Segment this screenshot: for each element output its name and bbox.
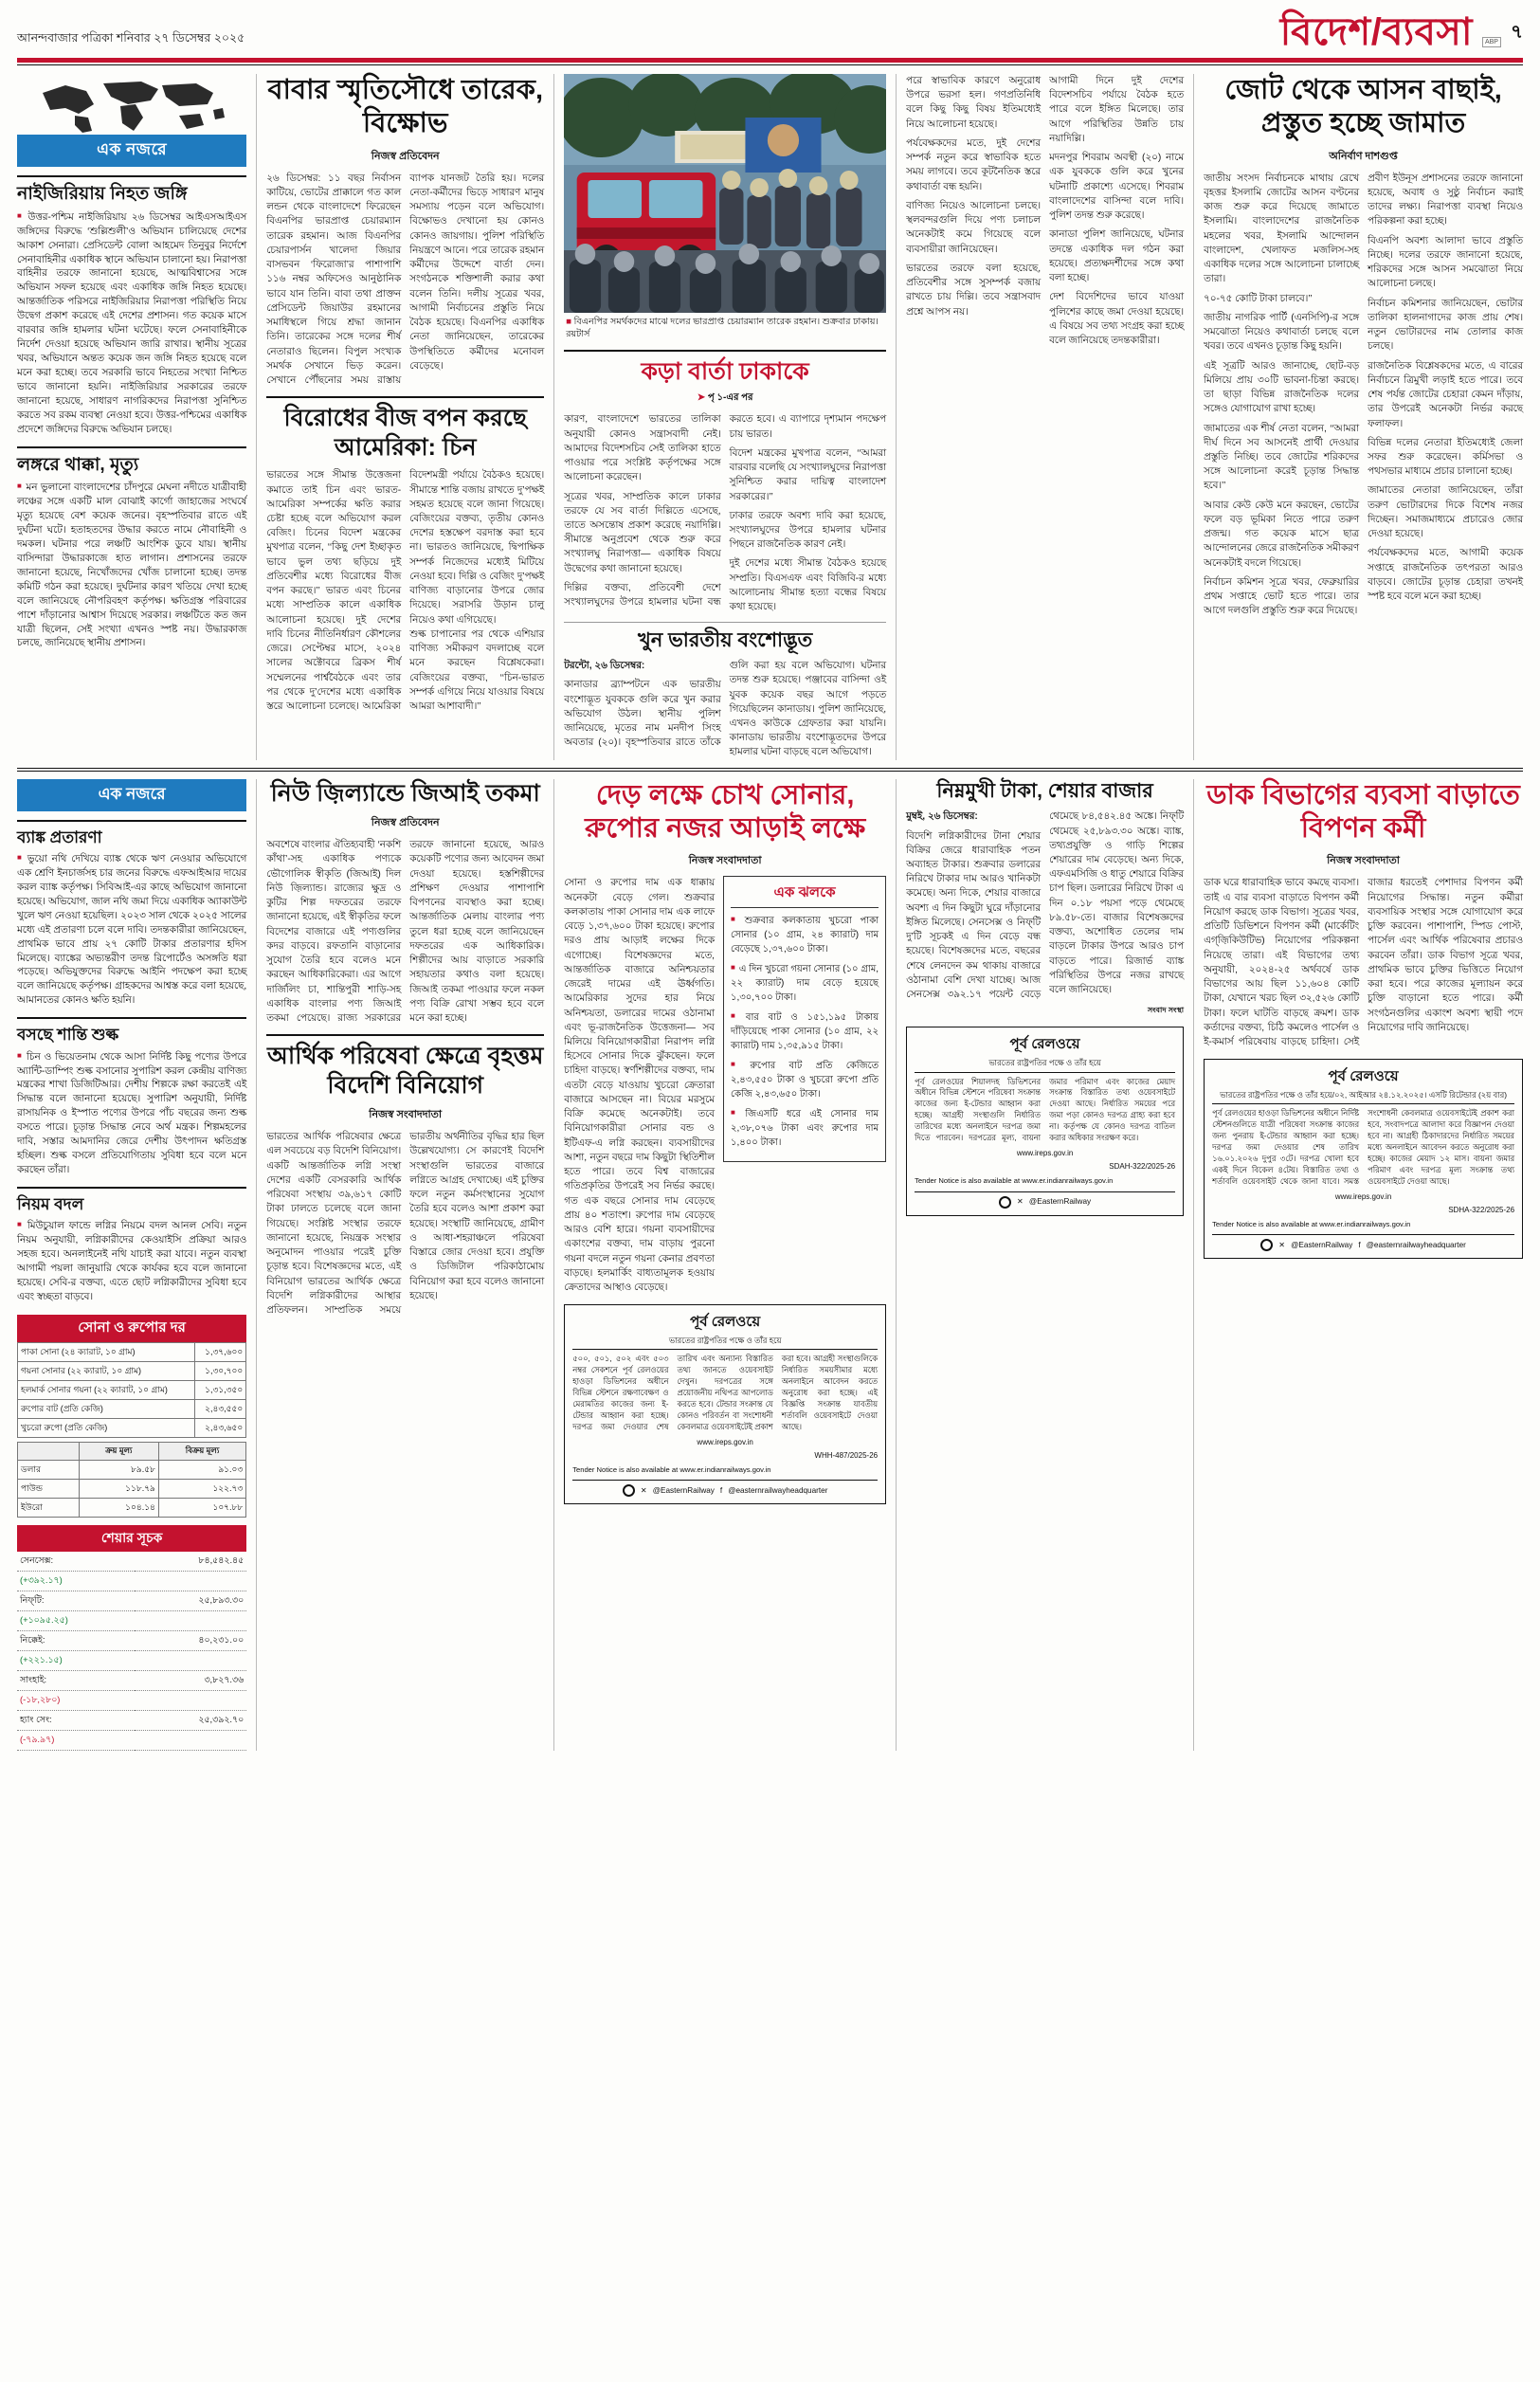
table-row: [18, 1479, 246, 1498]
table-row: [17, 1630, 246, 1650]
gold-silver-rate-box: [17, 1315, 246, 1518]
nz-byline: নিজস্ব প্রতিবেদন: [371, 817, 440, 829]
ad-notice: Tender Notice is also available at www.er.indianrailways.gov.in: [1212, 1219, 1411, 1228]
table-row: [17, 1650, 246, 1670]
fx-currency: ইউরো: [18, 1498, 80, 1517]
table-row: [18, 1380, 246, 1399]
kora-body: [564, 412, 886, 614]
kora-para: কারণ, বাংলাদেশে ভারতের তালিকা অনুযায়ী কোনও সন্ত্রাসবাদী নেই। আমাদের বিদেশসচিব সেই তালিকা হাতে পাওয়ার পরে সংশ্লিষ্ট কর্তৃপক্ষের সঙ্গে আলোচনা করেছেন।: [564, 414, 721, 483]
index-delta: (+১০৯৫.২৫): [17, 1610, 135, 1630]
table-row: [18, 1460, 246, 1479]
column-divider: [1193, 74, 1194, 760]
kora-jump-text: পৃ ১-এর পর: [707, 392, 753, 404]
glance-item-text: ■ চিন ও ভিয়েতনাম থেকে আসা নির্দিষ্ট কিছু পণ্যের উপরে অ্যান্টি-ডাম্পিং শুল্ক বসানোর সুপারিশ করল কেন্দ্রীয় বাণিজ্য মন্ত্রকের শাখা ডিজিটিআর। দেশীয় শিল্পকে রক্ষা করতেই এই সিদ্ধান্ত বলে জানানো হয়েছে। সুপারিশ অনুযায়ী, নির্দিষ্ট রাসায়নিক ও ইস্পাত পণ্যের উপরে পাঁচ বছরের জন্য শুল্ক বসতে পারে। চূড়ান্ত সিদ্ধান্ত নেবে অর্থ মন্ত্রক। শিল্পমহলের দাবি, সস্তার আমদানির জেরে দেশীয় উৎপাদন ক্ষতিগ্রস্ত হচ্ছিল। শুল্ক বসলে প্রতিযোগিতায় সুবিধা হবে বলে মনে করছেন তাঁরা।: [17, 1050, 246, 1178]
column-divider: [256, 74, 257, 760]
table-row: [18, 1361, 246, 1380]
dak-body: ডাক ঘরে ধারাবাহিক ভাবে কমছে ব্যবসা। তাই এ বার ব্যবসা বাড়াতে বিপণন কর্মী নিয়োগ করছে ডাক বিভাগ। সূত্রের খবর, প্রতিটি ডিভিশনে বিপণন কর্মী (মার্কেটিং এগ্‌জ়িকিউটিভ) নিয়োগের পরিকল্পনা নিয়েছে তারা। এই বিভাগের তথ্য অনুযায়ী, ২০২৪-২৫ অর্থবর্ষে ডাক বিভাগের আয় ছিল ১১,৬০৪ কোটি টাকা, যেখানে খরচ ছিল ৩২,৫২৬ কোটি টাকা। ফলে ঘাটতি বাড়ছে ক্রমশ। ডাক কর্তাদের বক্তব্য, চিঠি কমলেও পার্সেল ও ই-কমার্স পরিষেবায় বাড়ছে চাহিদা। সেই বাজার ধরতেই পেশাদার বিপণন কর্মী নিয়োগের সিদ্ধান্ত। নতুন কর্মীরা ব্যবসায়িক সংস্থার সঙ্গে যোগাযোগ করে চুক্তি করবেন। পাশাপাশি, স্পিড পোস্ট, পার্সেল এবং আর্থিক পরিষেবার প্রচারও করবেন তাঁরা। ডাক বিভাগ সূত্রে খবর, প্রাথমিক ভাবে চুক্তির ভিত্তিতে নিয়োগ করা হবে। পরে কাজের মূল্যায়ন করে চুক্তি বাড়ানো হতে পারে। কর্মী সংগঠনগুলির একাংশ অবশ্য স্থায়ী পদে নিয়োগের দাবি জানিয়েছে।: [1204, 878, 1524, 1047]
index-value: ৪০,২৩১.০০: [135, 1630, 246, 1650]
table-row: [17, 1690, 246, 1710]
jote-para: জাতীয় নাগরিক পার্টি (এনসিপি)-র সঙ্গে সমঝোতা নিয়েও কথাবার্তা চলছে বলে খবর। তবে এখনও চূড়ান্ত কিছু হয়নি।: [1204, 312, 1360, 353]
kora-para: সূত্রের খবর, সাম্প্রতিক কালে ঢাকার তরফে যে সব বার্তা দিল্লিতে এসেছে, তাতে অসন্তোষ প্রকাশ করেছে নয়াদিল্লি। সীমান্তে অনুপ্রবেশ থেকে শুরু করে সংখ্যালঘু নিরাপত্তা— একাধিক বিষয়ে উদ্বেগের কথা জানানো হয়েছে।: [564, 491, 721, 574]
table-row: [18, 1342, 246, 1361]
kora-para: আগামী দিনে দুই দেশের বিদেশসচিব পর্যায়ে বৈঠক হতে পারে বলে ইঙ্গিত মিলেছে। তার আগে পরিস্থিতির উন্নতি চায় নয়াদিল্লি।: [1049, 76, 1185, 144]
table-row: [18, 1498, 246, 1517]
gold-story-column: [564, 779, 886, 1751]
section-divider-2: [17, 771, 1523, 772]
index-label: সাংহাই:: [17, 1670, 135, 1690]
gold-glance-box: [723, 876, 886, 1162]
fx-currency: ডলার: [18, 1460, 80, 1479]
index-delta: (+২২১.১৫): [17, 1650, 135, 1670]
jote-byline: অনির্বাণ দাশগুপ্ত: [1329, 150, 1398, 162]
ad-website: www.ireps.gov.in: [1016, 1149, 1074, 1158]
table-row: [18, 1418, 246, 1437]
railway-ad-1: [564, 1304, 886, 1504]
taka-body: [906, 809, 1184, 1002]
taka-headline: নিম্নমুখী টাকা, শেয়ার বাজার: [936, 779, 1153, 802]
ad-handle: @EasternRailway: [652, 1486, 715, 1496]
ad-code: SDHA-322/2025-26: [1448, 1206, 1515, 1215]
divider: [266, 1034, 544, 1036]
kora-para: পর্যবেক্ষকদের মতে, দুই দেশের সম্পর্ক নতুন করে স্বাভাবিক হতে সময় লাগবে। তবে কূটনৈতিক স্তরে কথাবার্তা বন্ধ হয়নি।: [906, 137, 1042, 192]
kora-para: পরে স্বাভাবিক কারণে অনুরোধ উপরে ভরসা হল। গণপ্রতিনিধি বলে কিছু কিছু বিষয় ইতিমধ্যেই নিয়ে আলোচনা হয়েছে।: [906, 76, 1042, 130]
ad-notice: Tender Notice is also available at www.er.indianrailways.gov.in: [572, 1464, 771, 1474]
index-delta: (-১৮,২৮০): [17, 1690, 135, 1710]
ad-code: WHH-487/2025-26: [814, 1451, 879, 1461]
jote-para: ৭০-৭৫ কোটি টাকা চালবে।’’: [1204, 293, 1313, 304]
jote-para: বিভিন্ন দলের নেতারা ইতিমধ্যেই জেলা সফর শুরু করেছেন। কর্মিসভা ও পথসভার মাধ্যমে প্রচার চালানো হচ্ছে।: [1368, 437, 1524, 478]
glance-header-top: এক নজরে: [17, 135, 246, 167]
photo-and-kora-column: [564, 74, 886, 760]
finance-byline: নিজস্ব সংবাদদাতা: [369, 1109, 443, 1121]
tarek-headline: বাবার স্মৃতিসৌধে তারেক, বিক্ষোভ: [267, 75, 544, 139]
table-header-row: [18, 1442, 246, 1460]
share-index-title: শেয়ার সূচক: [17, 1525, 246, 1552]
taka-text: বিদেশি লগ্নিকারীদের টানা শেয়ার বিক্রির জেরে ধারাবাহিক পতন অব্যাহত টাকার। শুক্রবার ডলারের নিরিখে টাকার দাম আরও খানিকটা কমেছে। অন্য দিকে, শেয়ার বাজারে অবশ্য এ দিন কিছুটা ঘুরে দাঁড়ানোর ইঙ্গিত মিলেছে। সেনসেক্স ও নিফ্‌টি দু’টি সূচকই এ দিন বেড়ে বন্ধ হয়েছে। বিশেষজ্ঞদের মতে, বছরের শেষে লেনদেন কম থাকায় বাজারে ওঠানামা বেশি দেখা যাচ্ছে। আজ সেনসেক্স ৩৯২.১৭ পয়েন্ট বেড়ে থেমেছে ৮৪,৫৪২.৪৫ অঙ্কে। নিফ্‌টি থেমেছে ২৫,৮৯৩.৩০ অঙ্কে। ব্যাঙ্ক, তথ্যপ্রযুক্তি ও গাড়ি শিল্পের শেয়ারের দাম বেড়েছে। অন্য দিকে, এফএমসিজি ও ধাতু শেয়ারে বিক্রির চাপ ছিল। ডলারের নিরিখে টাকা এ দিন ০.১৮ পয়সা পড়ে থেমেছে ৮৯.৫৮-তে। বাজার বিশেষজ্ঞদের বক্তব্য, অশোধিত তেলের দাম বাড়লে টাকার উপরে আরও চাপ বাড়তে পারে। রিজার্ভ ব্যাঙ্ক পরিস্থিতির উপরে নজর রাখছে বলে জানিয়েছে।: [906, 811, 1185, 1001]
section-title: বিদেশ/ব্যবসা: [1279, 11, 1473, 53]
ad-handle: @EasternRailway: [1028, 1197, 1092, 1207]
gold-byline: নিজস্ব সংবাদদাতা: [688, 855, 762, 867]
khun-headline: খুন ভারতীয় বংশোদ্ভূত: [637, 629, 813, 652]
taka-dateline: মুম্বই, ২৬ ডিসেম্বর:: [906, 811, 978, 823]
jote-para: বিএনপি অবশ্য আলাদা ভাবে প্রস্তুতি নিচ্ছে। দলের তরফে জানানো হয়েছে, শরিকদের সঙ্গে আসন সমঝোতা নিয়ে আলোচনা চলছে।: [1368, 235, 1524, 290]
kora-para: ভারতের তরফে বলা হয়েছে, প্রতিবেশীর সঙ্গে সুসম্পর্ক বজায় রাখতে চায় দিল্লি। তবে সন্ত্রাসবাদ প্রশ্নে আপস নয়।: [906, 263, 1042, 318]
fx-buy: ৮৯.৫৮: [79, 1460, 158, 1479]
x-icon: ✕: [1278, 1241, 1286, 1250]
tarek-body: ২৬ ডিসেম্বর: ১১ বছর নির্বাসন কাটিয়ে, ভোটের প্রাক্কালে গত কাল লন্ডন থেকে বাংলাদেশে ফিরেছেন বিএনপির ভারপ্রাপ্ত চেয়ারম্যান তারেক রহমান। আজ বিএনপির চেয়ারপার্সন খালেদা জিয়ার বাসভবন ‘ফিরোজা’র পাশাপাশি ১১৬ নম্বর অফিসেও আনুষ্ঠানিক ভাবে যান তিনি। বাবা তথা প্রাক্তন প্রেসিডেন্ট জিয়াউর রহমানের সমাধিস্থলে গিয়ে শ্রদ্ধা জানান তিনি। তারেকের সঙ্গে দলের শীর্ষ নেতারাও ছিলেন। বিপুল সংখ্যক সমর্থক সেখানে ভিড় করেন। সেখানে পৌঁছনোর সময় রাস্তায় ব্যাপক যানজট তৈরি হয়। দলের নেতা-কর্মীদের ভিড়ে সাধারণ মানুষ সমস্যায় পড়েন বলে অভিযোগ। বিক্ষোভও দেখানো হয় কোনও কোনও জায়গায়। পুলিশ পরিস্থিতি নিয়ন্ত্রণে আনে। পরে তারেক রহমান কর্মীদের উদ্দেশে বার্তা দেন। সংগঠনকে শক্তিশালী করার কথা বলেন তিনি। দলীয় সূত্রের খবর, আগামী নির্বাচনের প্রস্তুতি নিয়ে বৈঠক হয়েছে। বিএনপির একাধিক নেতা জানিয়েছেন, তারেকের উপস্থিতিতে কর্মীদের মনোবল বেড়েছে।: [266, 173, 545, 387]
divider: [17, 175, 246, 177]
birodh-body: ভারতের সঙ্গে সীমান্ত উত্তেজনা কমাতে তাই চিন এবং ভারত-আমেরিকা সম্পর্কের ক্ষতি করার চেষ্টা হচ্ছে বলে অভিযোগ করল বেজিং। চিনের বিদেশ মন্ত্রকের মুখপাত্র বলেন, ‘‘কিছু দেশ ইচ্ছাকৃত ভাবে ভুল তথ্য ছড়িয়ে দুই প্রতিবেশীর মধ্যে বিরোধের বীজ বপন করছে।’’ ভারত এবং চিনের মধ্যে সাম্প্রতিক কালে একাধিক আলোচনা হয়েছে। দুই দেশের বিদেশমন্ত্রী পর্যায়ে বৈঠকও হয়েছে। সীমান্তে শান্তি বজায় রাখতে দু’পক্ষই সহমত হয়েছে বলে জানা গিয়েছে। বেজিংয়ের বক্তব্য, তৃতীয় কোনও দেশের হস্তক্ষেপ বরদাস্ত করা হবে না। ভারতও জানিয়েছে, দ্বিপাক্ষিক সম্পর্ক নিজেদের মধ্যেই মিটিয়ে নেওয়া হবে। দিল্লি ও বেজিং দু’পক্ষই বাণিজ্য বাড়ানোর উপরে জোর দিয়েছে। সরাসরি উড়ান চালু নিয়েও কথা এগিয়েছে।: [266, 470, 545, 626]
kora-para: কানাডা পুলিশ জানিয়েছে, ঘটনার তদন্তে একাধিক দল গঠন করা হয়েছে। প্রত্যক্ষদর্শীদের সঙ্গে কথা বলা হচ্ছে।: [1049, 229, 1185, 284]
jote-headline: জোট থেকে আসন বাছাই, প্রস্তুত হচ্ছে জামাত: [1224, 75, 1502, 139]
ad-handle-2: @easternrailwayheadquarter: [728, 1486, 828, 1496]
column-divider: [553, 779, 554, 1751]
news-photo: [564, 74, 886, 313]
fx-sell: ১২২.৭৩: [158, 1479, 245, 1498]
jote-para: নির্বাচন কমিশনার জানিয়েছেন, ভোটার তালিকা হালনাগাদের কাজ প্রায় শেষ। নতুন ভোটারদের নাম তোলার কাজ চলছে।: [1368, 298, 1524, 353]
khun-text: কানাডার ব্র্যাম্পটনে এক ভারতীয় বংশোদ্ভূত যুবককে গুলি করে খুন করার অভিযোগ উঠল। স্থানীয় পুলিশ জানিয়েছে, মৃতের নাম মনদীপ সিংহ অবতার (২০)। বৃহস্পতিবার রাতে তাঁকে গুলি করা হয় বলে অভিযোগ। ঘটনার তদন্ত শুরু হয়েছে। পঞ্জাবের বাসিন্দা ওই যুবক কয়েক বছর আগে পড়তে গিয়েছিলেন কানাডায়। পুলিশ জানিয়েছে, এখনও কাউকে গ্রেফতার করা যায়নি। কানাডায় ভারতীয় বংশোদ্ভূতদের উপরে হামলার ঘটনা বাড়ছে বলে অভিযোগ।: [564, 661, 887, 758]
jote-para: জাতীয় সংসদ নির্বাচনকে মাথায় রেখে বৃহত্তর ইসলামি জোটের আসন বণ্টনের কাজ শুরু করে দিয়েছে জামাতে ইসলামি। বাংলাদেশের রাজনৈতিক মহলের খবর, ইসলামি আন্দোলন বাংলাদেশ, খেলাফত মজলিস-সহ একাধিক দলের সঙ্গে আলোচনা চালাচ্ছে তারা।: [1204, 173, 1360, 285]
glance-column-bottom: [17, 779, 246, 1751]
divider: [266, 396, 544, 398]
dak-byline: নিজস্ব সংবাদদাতা: [1327, 855, 1400, 867]
fx-buy: ১১৮.৭৯: [79, 1479, 158, 1498]
table-row: [17, 1571, 246, 1591]
column-divider: [896, 74, 897, 760]
forex-table: [17, 1442, 246, 1518]
index-value: ৩,৮২৭.৩৬: [135, 1670, 246, 1690]
ad-subtitle: ভারতের রাষ্ট্রপতির পক্ষে ও তাঁর হয়ে: [572, 1336, 878, 1351]
share-index-table: [17, 1552, 246, 1751]
glance-item-text: ■ মন ভুলানো বাংলাদেশের চাঁদপুরে মেঘনা নদীতে যাত্রীবাহী লঞ্চের সঙ্গে একটি মাল বোঝাই কার্গো জাহাজের সংঘর্ষে মৃত্যু হয়েছে বেশ কয়েক জনের। বৃহস্পতিবার রাতে এই দুর্ঘটনা ঘটে। হতাহতদের উদ্ধার করতে নামে নৌবাহিনী ও দমকল। ঘটনার পরে লঞ্চটি আংশিক ডুবে যায়। স্থানীয় বাসিন্দারা উদ্ধারকাজে হাত লাগান। প্রশাসনের তরফে জানানো হয়েছে, নিখোঁজদের খোঁজ চালানো হচ্ছে। তদন্ত কমিটি গঠন করা হয়েছে। দুর্ঘটনার কারণ খতিয়ে দেখা হচ্ছে বলে জানিয়েছে নৌপরিবহণ কর্তৃপক্ষ। ক্ষতিগ্রস্ত পরিবারের পাশে দাঁড়ানোর আশ্বাস দিয়েছে সরকার। লঞ্চটিতে কত জন যাত্রী ছিলেন, সেই সংখ্যা এখনও স্পষ্ট নয়। উদ্ধারকাজ চলছে, জানিয়েছে স্থানীয় প্রশাসন।: [17, 481, 246, 651]
photo-caption-text: বিএনপির সমর্থকদের মাঝে দলের ভারপ্রাপ্ত চেয়ারম্যান তারেক রহমান। শুক্রবার ঢাকায়। রয়টার্স: [566, 317, 879, 339]
ad-notice: Tender Notice is also available at www.er.indianrailways.gov.in: [915, 1175, 1114, 1185]
kora-para: বিদেশ মন্ত্রকের মুখপাত্র বলেন, ‘‘আমরা বারবার বলেছি যে সংখ্যালঘুদের নিরাপত্তা সুনিশ্চিত করার দায়িত্ব বাংলাদেশ সরকারের।’’: [729, 447, 887, 502]
masthead-rule: [17, 58, 1523, 63]
gold-rate-title: সোনা ও রুপোর দর: [17, 1315, 246, 1342]
ad-subtitle: ভারতের রাষ্ট্রপতির পক্ষে ও তাঁর হয়ে: [915, 1058, 1175, 1073]
railway-ad-2: [906, 1027, 1184, 1215]
jote-para: রাজনৈতিক বিশ্লেষকদের মতে, এ বারের নির্বাচনে ত্রিমুখী লড়াই হতে পারে। তবে শেষ পর্যন্ত জোটের চেহারা কেমন দাঁড়ায়, তার উপরেই অনেকটা নির্ভর করছে ফলাফল।: [1368, 360, 1524, 429]
index-value: ২৫,৩৯২.৭০: [135, 1710, 246, 1730]
index-label: নিক্কেই:: [17, 1630, 135, 1650]
railway-wheel-icon: [623, 1484, 635, 1497]
share-index-box: [17, 1525, 246, 1751]
jamaat-story-column: [1204, 74, 1523, 760]
column-divider: [256, 779, 257, 1751]
tarek-byline: নিজস্ব প্রতিবেদন: [371, 150, 440, 162]
rate-value: ১,৩১,৩৫০: [194, 1380, 245, 1399]
ad-footer: [1212, 1234, 1514, 1251]
gold-glance-item: ■ জিএসটি ধরে এই সোনার দাম ২,৩৮,০৭৬ টাকা এবং রুপোর দাম ১,৪০০ টাকা।: [731, 1107, 879, 1150]
gold-body: সোনা ও রুপোর দাম এক ধাক্কায় অনেকটা বেড়ে গেল। শুক্রবার কলকাতায় পাকা সোনার দাম এক লাফে বেড়ে ১,৩৭,৬০০ টাকা হয়েছে। রুপোর দরও প্রায় আড়াই লক্ষের দিকে এগোচ্ছে। বিশেষজ্ঞদের মতে, আন্তর্জাতিক বাজারে অনিশ্চয়তার জেরেই দামের এই ঊর্ধ্বগতি। আমেরিকার সুদের হার নিয়ে অনিশ্চয়তা, ডলারের দামের ওঠানামা এবং ভূ-রাজনৈতিক উত্তেজনা— সব মিলিয়ে বিনিয়োগকারীরা নিরাপদ লগ্নি হিসেবে সোনার দিকে ঝুঁকছেন। ফলে চাহিদা বাড়ছে। স্বর্ণশিল্পীদের বক্তব্য, দাম এতটা বেড়ে যাওয়ায় খুচরো ক্রেতারা বাজারে আসছেন না। বিয়ের মরসুমে বিক্রি কমেছে অনেকটাই। তবে বিনিয়োগকারীরা সোনার বন্ড ও ইটিএফ-এ লগ্নি করছেন। ব্যবসায়ীদের আশা, নতুন বছরে দাম কিছুটা স্থিতিশীল হতে পারে। তবে বিশ্ব বাজারের গতিপ্রকৃতির উপরেই সব নির্ভর করছে। গত এক বছরে সোনার দাম বেড়েছে প্রায় ৪০ শতাংশ। রুপোর দাম বেড়েছে আরও বেশি হারে। গয়না ব্যবসায়ীদের একাংশের বক্তব্য, দাম বাড়ায় পুরনো গয়না বদলে নতুন গয়না কেনার প্রবণতা বাড়ছে। হলমার্কিং বাধ্যতামূলক হওয়ায় ক্রেতাদের আস্থাও বেড়েছে।: [564, 878, 716, 1293]
table-row: [17, 1710, 246, 1730]
finance-body: ভারতের আর্থিক পরিষেবার ক্ষেত্রে এল সবচেয়ে বড় বিদেশি বিনিয়োগ। একটি আন্তর্জাতিক লগ্নি সংস্থা দেশের একটি বেসরকারি আর্থিক পরিষেবা সংস্থায় ৩৯,৬১৭ কোটি টাকা ঢালতে চলেছে বলে জানা গিয়েছে। সংশ্লিষ্ট সংস্থার তরফে জানানো হয়েছে, নিয়ন্ত্রক সংস্থার অনুমোদন পাওয়ার পরেই চুক্তি চূড়ান্ত হবে। বিশেষজ্ঞদের মতে, এই বিনিয়োগ ভারতের আর্থিক ক্ষেত্রে বিদেশি লগ্নিকারীদের আস্থার প্রতিফলন। সাম্প্রতিক সময়ে ভারতীয় অর্থনীতির বৃদ্ধির হার ছিল উল্লেখযোগ্য। সে কারণেই বিদেশি সংস্থাগুলি ভারতের বাজারে লগ্নিতে আগ্রহ দেখাচ্ছে। এই চুক্তির ফলে নতুন কর্মসংস্থানের সুযোগ তৈরি হবে বলেও আশা প্রকাশ করা হয়েছে। সংস্থাটি জানিয়েছে, গ্রামীণ ও আধা-শহরাঞ্চলে পরিষেবা বিস্তারে জোর দেওয়া হবে। প্রযুক্তি ও ডিজিটাল পরিকাঠামোয় বিনিয়োগ করা হবে বলেও জানানো হয়েছে।: [266, 1132, 545, 1317]
ad-handle-2: @easternrailwayheadquarter: [1366, 1241, 1466, 1250]
glance-item: [17, 1195, 246, 1305]
kora-para: দুই দেশের মধ্যে সীমান্ত বৈঠকও হয়েছে সম্প্রতি। বিএসএফ এবং বিজিবি-র মধ্যে আলোচনায় সীমান্ত হত্যা বন্ধের বিষয়ে কথা হয়েছে।: [729, 558, 887, 613]
rate-value: ১,৩৭,৬০০: [194, 1342, 245, 1361]
khun-body: [564, 659, 886, 760]
jote-para: প্রবীণ ইউনূস প্রশাসনের তরফে জানানো হয়েছে, অবাধ ও সুষ্ঠু নির্বাচন করাই তাদের লক্ষ্য। নিরাপত্তা ব্যবস্থা নিয়েও পরিকল্পনা করা হচ্ছে।: [1368, 173, 1524, 227]
gold-rate-table: [17, 1342, 246, 1438]
gold-glance-item: ■ রুপোর বাট প্রতি কেজিতে ২,৪৩,৫৫০ টাকা ও খুচরো রুপো প্রতি কেজি ২,৪৩,৬৫০ টাকা।: [731, 1059, 879, 1101]
ad-title: পূর্ব রেলওয়ে: [1328, 1068, 1399, 1085]
ad-website: www.ireps.gov.in: [697, 1437, 753, 1446]
ad-handle: @EasternRailway: [1291, 1241, 1353, 1250]
fx-col-2: বিক্রয় মূল্য: [158, 1442, 245, 1460]
dak-headline: ডাক বিভাগের ব্যবসা বাড়াতে বিপণন কর্মী: [1206, 779, 1520, 845]
x-icon: ✕: [1017, 1197, 1024, 1207]
taka-column: [906, 779, 1184, 1751]
ad-title: পূর্ব রেলওয়ে: [690, 1314, 761, 1331]
column-divider: [553, 74, 554, 760]
table-row: [17, 1610, 246, 1630]
kora-jump: ➤ পৃ ১-এর পর: [697, 392, 753, 404]
rate-label: গয়না সোনার (২২ ক্যারাট, ১০ গ্রাম): [18, 1361, 195, 1380]
glance-item-title: লঙ্গরে থাক্কা, মৃত্যু: [17, 454, 139, 475]
nz-body: অবশেষে বাংলার ঐতিহ্যবাহী ‘নকশি কাঁথা’-সহ একাধিক পণ্যকে ভৌগোলিক স্বীকৃতি (জিআই) দিল নিউ জ়িল্যান্ড। রাজ্যের ক্ষুদ্র ও কুটির শিল্প দফতরের তরফে জানানো হয়েছে, এই স্বীকৃতির ফলে বিদেশের বাজারে এই পণ্যগুলির কদর বাড়বে। রফতানি বাড়ানোর সুযোগ তৈরি হবে বলেও মনে করছেন আধিকারিকেরা। এর আগে দার্জিলিং চা, শান্তিপুরী শাড়ি-সহ একাধিক বাংলার পণ্য জিআই তকমা পেয়েছে। রাজ্য সরকারের তরফে জানানো হয়েছে, আরও কয়েকটি পণ্যের জন্য আবেদন জমা দেওয়া হয়েছে। হস্তশিল্পীদের প্রশিক্ষণ দেওয়ার পাশাপাশি বিপণনের ব্যবস্থাও করা হচ্ছে। আন্তর্জাতিক মেলায় বাংলার পণ্য তুলে ধরা হচ্ছে বলে জানিয়েছেন দফতরের এক আধিকারিক। শিল্পীদের আয় বাড়াতে সরকারি সহায়তার কথাও বলা হয়েছে। জিআই তকমা পাওয়ার ফলে নকল পণ্য বিক্রি রোখা সম্ভব হবে বলে মনে করা হচ্ছে।: [266, 840, 545, 1024]
fx-col-1: ক্রয় মূল্য: [79, 1442, 158, 1460]
ad-footer: [572, 1480, 878, 1497]
bottom-section: [17, 779, 1523, 1751]
jote-para: আবার কেউ কেউ মনে করছেন, ভোটের ফলে বড় ভূমিকা নিতে পারে তরুণ প্রজন্ম। গত কয়েক মাসে ছাত্র আন্দোলনের জেরে রাজনৈতিক সমীকরণ অনেকটাই বদলে গিয়েছে।: [1204, 500, 1360, 569]
facebook-icon: f: [1358, 1241, 1361, 1250]
rate-label: রুপোর বাট (প্রতি কেজি): [18, 1399, 195, 1418]
glance-header-bottom: এক নজরে: [17, 779, 246, 811]
kora-para: দেশ বিদেশিদের ভাবে যাওয়া পুলিশের কাছে জমা দেওয়া হয়েছে। এ বিষয়ে সব তথ্য সংগ্রহ করা হচ্ছে বলে জানিয়েছে তদন্তকারীরা।: [1049, 292, 1185, 346]
glance-item-text: ■ ভুয়ো নথি দেখিয়ে ব্যাঙ্ক থেকে ঋণ নেওয়ার অভিযোগে এক শ্রেণি ইনচার্জসহ চার জনের বিরুদ্ধে এফআইআর দায়ের করল ব্যাঙ্ক কর্তৃপক্ষ। সিবিআই-এর কাছে অভিযোগ জানানো হয়েছে। অভিযোগ, জাল নথি জমা দিয়ে একাধিক অ্যাকাউন্ট খুলে ঋণ নেওয়া হয়েছিল। ২০২৩ সাল থেকে ২০২৫ সালের মধ্যে এই প্রতারণা চলে বলে দাবি। তদন্তকারীরা জানিয়েছেন, প্রাথমিক ভাবে প্রায় ২৭ কোটি টাকার প্রতারণার হদিস মিলেছে। ব্যাঙ্কের অভ্যন্তরীণ তদন্ত রিপোর্টেও অসঙ্গতি ধরা পড়েছে। অভিযুক্তদের বিরুদ্ধে আইনি পদক্ষেপ করা হচ্ছে বলে জানিয়েছে কর্তৃপক্ষ। গ্রাহকদের আশ্বস্ত করে বলা হয়েছে, আমানতের কোনও ক্ষতি হয়নি।: [17, 852, 246, 1009]
kora-para: দিল্লির বক্তব্য, প্রতিবেশী দেশে সংখ্যালঘুদের উপরে হামলার ঘটনা বন্ধ করতে হবে। এ ব্যাপারে দৃশ্যমান পদক্ষেপ চায় ভারত।: [564, 414, 887, 609]
fx-buy: ১০৪.১৪: [79, 1498, 158, 1517]
index-value: ২৫,৮৯৩.৩০: [135, 1591, 246, 1610]
kora-para: বাণিজ্য নিয়েও আলোচনা চলছে। স্থলবন্দরগুলি দিয়ে পণ্য চলাচল অনেকটাই কমে গিয়েছে বলে ব্যবসায়ীরা জানিয়েছেন।: [906, 200, 1042, 255]
masthead: [17, 13, 1523, 53]
kora-para: ঢাকার তরফে অবশ্য দাবি করা হয়েছে, সংখ্যালঘুদের উপরে হামলার ঘটনার পিছনে রাজনৈতিক কারণ নেই।: [729, 510, 887, 551]
ad-website: www.ireps.gov.in: [1334, 1191, 1392, 1201]
kora-headline: কড়া বার্তা ঢাকাকে: [641, 357, 809, 385]
ad-code: SDAH-322/2025-26: [1109, 1162, 1176, 1172]
ad-footer: [915, 1191, 1175, 1209]
glance-item-text: ■ উত্তর-পশ্চিম নাইজিরিয়ায় ২৬ ডিসেম্বর আইএসআইএস জঙ্গিদের বিরুদ্ধে ‘শুল্লিশুলী’ও অভিযান চালিয়েছে দেশের আকাশ সেনারা। প্রেসিডেন্ট বোলা আহমেদ তিনুবুর নির্দেশে সেনাবাহিনীর একাধিক স্থানে অভিযান চালানো হয়। নিরাপত্তা বাহিনীর তরফে জানানো হয়েছে, আত্মবিশ্বাসের সঙ্গে অভিযান সফল হয়েছে এবং একাধিক জঙ্গি নিহত হয়েছে। আন্তর্জাতিক পরিসরে নাইজিরিয়ার নিরাপত্তা পরিস্থিতি নিয়ে উদ্বেগ প্রকাশ করেছে এই দেশের প্রশাসন। গত কয়েক মাসে বারবার জঙ্গি হামলার ঘটনা ঘটেছে। ফলে সেনাবাহিনীকে নির্দেশ দেওয়া হয়েছে অভিযান জারি রাখার। স্থানীয় সূত্রের খবর, অভিযানে অন্তত কয়েক জন জঙ্গি নিহত হয়েছে বলে মনে করা হচ্ছে। তবে সরকারি ভাবে নিহতের সংখ্যা নিশ্চিত ভাবে জানানো হয়নি। নাইজিরিয়ার সরকারের তরফে জানানো হয়েছে, সাধারণ নাগরিকদের নিরাপত্তা সুনিশ্চিত করতে সব রকম ব্যবস্থা নেওয়া হবে। উত্তর-পশ্চিমের একাধিক প্রদেশে জঙ্গিদের বিরুদ্ধে অভিযান চলছে।: [17, 210, 246, 438]
divider: [564, 350, 886, 352]
glance-item: [17, 184, 246, 438]
kora-continuation-column: [906, 74, 1184, 760]
ad-body: পূর্ব রেলওয়ের হাওড়া ডিভিশনের অধীনে নির্দিষ্ট স্টেশনগুলিতে যাত্রী পরিষেবা সংক্রান্ত কাজের জন্য পুনরায় ই-টেন্ডার আহ্বান করা হচ্ছে। দরপত্র জমা দেওয়ার শেষ তারিখ ১৬.০১.২০২৬ দুপুর ৩টে। দরপত্র খোলা হবে একই দিনে বিকেল ৪টেয়। বিস্তারিত তথ্য ও শর্তাবলি ওয়েবসাইট থেকে জানা যাবে। সমস্ত সংশোধনী কেবলমাত্র ওয়েবসাইটেই প্রকাশ করা হবে, সংবাদপত্রে আলাদা করে বিজ্ঞাপন দেওয়া হবে না। আগ্রহী ঠিকাদারদের নির্ধারিত সময়ের মধ্যে অনলাইনে আবেদন করতে অনুরোধ করা হচ্ছে। কাজের মেয়াদ ১২ মাস। বায়না জমার পরিমাণ এবং দরপত্র মূল্য সংক্রান্ত তথ্য ওয়েবসাইটে দেওয়া আছে।: [1212, 1108, 1515, 1186]
photo-caption: ■ বিএনপির সমর্থকদের মাঝে দলের ভারপ্রাপ্ত চেয়ারম্যান তারেক রহমান। শুক্রবার ঢাকায়। রয়টার্স: [566, 317, 879, 339]
column-divider: [1193, 779, 1194, 1751]
table-row: [18, 1399, 246, 1418]
tarek-story-column: [266, 74, 544, 760]
gold-headline: দেড় লক্ষে চোখ সোনার, রুপোর নজর আড়াই লক্ষে: [585, 779, 866, 845]
masthead-rule-thin: [17, 64, 1523, 65]
ad-body: পূর্ব রেলওয়ের শিয়ালদহ ডিভিশনের অধীনে বিভিন্ন স্টেশনে পরিষেবা সংক্রান্ত কাজের জন্য ই-টেন্ডার আহ্বান করা হচ্ছে। আগ্রহী সংস্থাগুলি নির্ধারিত তারিখের মধ্যে অনলাইনে দরপত্র জমা দিতে পারবেন। দরপত্রের মূল্য, বায়না জমার পরিমাণ এবং কাজের মেয়াদ সংক্রান্ত বিস্তারিত তথ্য ওয়েবসাইটে দেওয়া আছে। নির্ধারিত সময়ের পরে জমা পড়া কোনও দরপত্র গ্রাহ্য করা হবে না। কর্তৃপক্ষ যে কোনও দরপত্র বাতিল করার অধিকার সংরক্ষণ করে।: [915, 1076, 1176, 1143]
dak-column: [1204, 779, 1523, 1751]
rate-value: ২,৪৩,৬৫০: [194, 1418, 245, 1437]
divider: [17, 1187, 246, 1189]
glance-item-title: বসছে শান্তি শুল্ক: [17, 1026, 119, 1045]
jote-para: পর্যবেক্ষকদের মতে, আগামী কয়েক সপ্তাহে রাজনৈতিক তৎপরতা আরও বাড়বে। জোটের চূড়ান্ত চেহারা তখনই স্পষ্ট হবে বলে মনে করা হচ্ছে।: [1368, 548, 1524, 603]
fx-sell: ১০৭.৮৮: [158, 1498, 245, 1517]
ad-title: পূর্ব রেলওয়ে: [1009, 1036, 1080, 1053]
fx-sell: ৯১.০৩: [158, 1460, 245, 1479]
rate-label: হলমার্ক সোনার গয়না (২২ ক্যারাট, ১০ গ্রাম): [18, 1380, 195, 1399]
kora-body-cont: [906, 74, 1184, 348]
birodh-headline: বিরোধের বীজ বপন করছে আমেরিকা: চিন: [283, 405, 527, 461]
glance-item: [17, 455, 246, 652]
gold-glance-item: ■ এ দিন খুচরো গয়না সোনার (১০ গ্রাম, ২২ ক্যারাট) দাম বেড়ে হয়েছে ১,৩০,৭০০ টাকা।: [731, 962, 879, 1005]
divider: [17, 820, 246, 822]
column-divider: [896, 779, 897, 1751]
index-delta: (+৩৯২.১৭): [17, 1571, 135, 1591]
facebook-icon: f: [719, 1486, 723, 1496]
table-row: [17, 1591, 246, 1610]
gold-glance-item: ■ বার বাট ও ১৫১,১৯৫ টাকায় দাঁড়িয়েছে পাকা সোনার (১০ গ্রাম, ২২ ক্যারাট) দাম ১,৩৫,৯১৫ টাকা।: [731, 1010, 879, 1053]
jote-para: জামাতের নেতারা জানিয়েছেন, তাঁরা তরুণ ভোটারদের দিকে বিশেষ নজর দিচ্ছেন। সমাজমাধ্যমে প্রচারেও জোর দেওয়া হয়েছে।: [1368, 485, 1524, 540]
railway-ad-3: [1204, 1059, 1523, 1259]
rate-label: খুচরো রুপো (প্রতি কেজি): [18, 1418, 195, 1437]
masthead-date: আনন্দবাজার পত্রিকা শনিবার ২৭ ডিসেম্বর ২০২৫: [17, 31, 245, 45]
rate-value: ২,৪৩,৫৫০: [194, 1399, 245, 1418]
glance-item: [17, 828, 246, 1009]
glance-item-title: নিয়ম বদল: [17, 1194, 84, 1213]
fx-currency: পাউন্ড: [18, 1479, 80, 1498]
jote-para: জামাতের এক শীর্ষ নেতা বলেন, ‘‘আমরা দীর্ঘ দিনে সব আসনেই প্রার্থী দেওয়ার প্রস্তুতি নিচ্ছি। তবে জোটের শরিকদের সঙ্গে আলোচনা করেই চূড়ান্ত সিদ্ধান্ত হবে।’’: [1204, 423, 1360, 492]
railway-wheel-icon: [1260, 1239, 1273, 1251]
jote-para: নির্বাচন কমিশন সূত্রে খবর, ফেব্রুয়ারির প্রথম সপ্তাহে ভোট হতে পারে। তার আগে দলগুলি প্রস্তুতি শুরু করে দিয়েছে।: [1204, 576, 1360, 617]
fx-col-0: [18, 1442, 80, 1460]
table-row: [17, 1730, 246, 1750]
index-label: সেনসেক্স:: [17, 1552, 135, 1572]
agency-credit: সংবাদ সংস্থা: [1147, 1006, 1185, 1015]
glance-item-title: নাইজিরিয়ায় নিহত জঙ্গি: [17, 184, 188, 204]
finance-headline: আর্থিক পরিষেবা ক্ষেত্রে বৃহত্তম বিদেশি বিনিয়োগ: [267, 1043, 544, 1099]
table-row: [17, 1552, 246, 1572]
table-row: [17, 1670, 246, 1690]
index-label: নিফ্‌টি:: [17, 1591, 135, 1610]
page-number: ৭: [1510, 22, 1523, 43]
glance-item-text: ■ মিউচুয়াল ফান্ডে লগ্নির নিয়মে বদল আনল সেবি। নতুন নিয়ম অনুযায়ী, লগ্নিকারীদের কেওয়াইসি প্রক্রিয়া আরও সহজ হবে। অনলাইনেই নথি যাচাই করা যাবে। নতুন ব্যবস্থা আগামী পয়লা জানুয়ারি থেকে কার্যকর হবে বলে জানানো হয়েছে। সেবি-র বক্তব্য, এতে ছোট লগ্নিকারীদের সুবিধা হবে এবং স্বচ্ছতা বাড়বে।: [17, 1219, 246, 1305]
divider: [17, 446, 246, 448]
nz-finance-column: [266, 779, 544, 1751]
index-value: ৮৪,৫৪২.৪৫: [135, 1552, 246, 1572]
section-divider: [17, 768, 1523, 769]
glance-column-top: [17, 74, 246, 760]
birodh-body-2: দাবি চিনের নীতিনির্ধারণ কৌশলের জেরে। সেপ্টেম্বর মাসে, ২০২৪ সালের অক্টোবরে ব্রিকস শীর্ষ সম্মেলনের পার্শ্ববৈঠকে এবং তার পর থেকে দু’দেশের মধ্যে একাধিক স্তরে আলোচনা চলেছে। আমেরিকা শুল্ক চাপানোর পর থেকে এশিয়ার বাণিজ্য সমীকরণ বদলাচ্ছে বলে মনে করছেন বিশ্লেষকেরা। বেজিংয়ের বক্তব্য, ‘‘চিন-ভারত সম্পর্ক এগিয়ে নিয়ে যাওয়ার বিষয়ে আমরা আশাবাদী।’’: [266, 628, 545, 713]
glance-item-title: ব্যাঙ্ক প্রতারণা: [17, 827, 102, 846]
gold-glance-title: এক ঝলকে: [731, 882, 879, 908]
jote-body: [1204, 172, 1523, 619]
index-delta: (-৭৯.৯৭): [17, 1730, 135, 1750]
rate-value: ১,৩০,৭০০: [194, 1361, 245, 1380]
railway-wheel-icon: [999, 1196, 1011, 1209]
gold-glance-item: ■ শুক্রবার কলকাতায় খুচরো পাকা সোনার (১০ গ্রাম, ২৪ ক্যারাট) দাম বেড়েছে ১,৩৭,৬০০ টাকা।: [731, 914, 879, 956]
divider: [17, 1017, 246, 1019]
jote-para: এই সূত্রটি আরও জানাচ্ছে, ছোট-বড় মিলিয়ে প্রায় ৩০টি ভাবনা-চিন্তা করছে। তা ছাড়া বিভিন্ন রাজনৈতিক দলের সঙ্গেও যোগাযোগ রাখা হচ্ছে।: [1204, 360, 1360, 415]
kora-para: মদনপুর শিবরাম অবস্থী (২০) নামে এক যুবককে গুলি করে খুনের ঘটনাটি প্রকাশ্যে এসেছে। শিবরাম বাংলাদেশের বাসিন্দা বলে দাবি। পুলিশ তদন্ত শুরু করেছে।: [1049, 153, 1185, 222]
ad-body: ৫০০, ৫০১, ৫০২ এবং ৫০৩ নম্বর সেকশনে পূর্ব রেলওয়ের হাওড়া ডিভিশনের অধীনে বিভিন্ন স্টেশনে রক্ষণাবেক্ষণ ও মেরামতির কাজের জন্য ই-টেন্ডার আহ্বান করা হচ্ছে। দরপত্র জমা দেওয়ার শেষ তারিখ এবং অন্যান্য বিস্তারিত তথ্য জানতে ওয়েবসাইট দেখুন। দরপত্রের সঙ্গে প্রয়োজনীয় নথিপত্র আপলোড করতে হবে। টেন্ডার সংক্রান্ত যে কোনও পরিবর্তন বা সংশোধনী কেবলমাত্র ওয়েবসাইটেই প্রকাশ করা হবে। আগ্রহী সংস্থাগুলিকে নির্ধারিত সময়সীমার মধ্যে অনলাইনে আবেদন করতে অনুরোধ করা হচ্ছে। এই বিজ্ঞপ্তি সংক্রান্ত যাবতীয় শর্তাবলি ওয়েবসাইটে দেওয়া আছে।: [572, 1354, 879, 1431]
masthead-chip: ABP: [1482, 37, 1501, 47]
khun-dateline: টরন্টো, ২৬ ডিসেম্বর:: [564, 661, 645, 672]
ad-subtitle: ভারতের রাষ্ট্রপতির পক্ষে ও তাঁর হয়ে/০২, আইআর ২৪.১২.২০২৫। এসটি রিটেন্ডার (২য় বার): [1212, 1090, 1514, 1105]
world-map-graphic: [17, 74, 246, 135]
rate-label: পাকা সোনা (২৪ ক্যারাট, ১০ গ্রাম): [18, 1342, 195, 1361]
x-icon: ✕: [640, 1486, 647, 1496]
glance-item: [17, 1026, 246, 1178]
index-label: হ্যাং সেং:: [17, 1710, 135, 1730]
nz-headline: নিউ জ়িল্যান্ডে জিআই তকমা: [270, 779, 540, 807]
divider: [564, 622, 886, 623]
top-section: [17, 74, 1523, 760]
